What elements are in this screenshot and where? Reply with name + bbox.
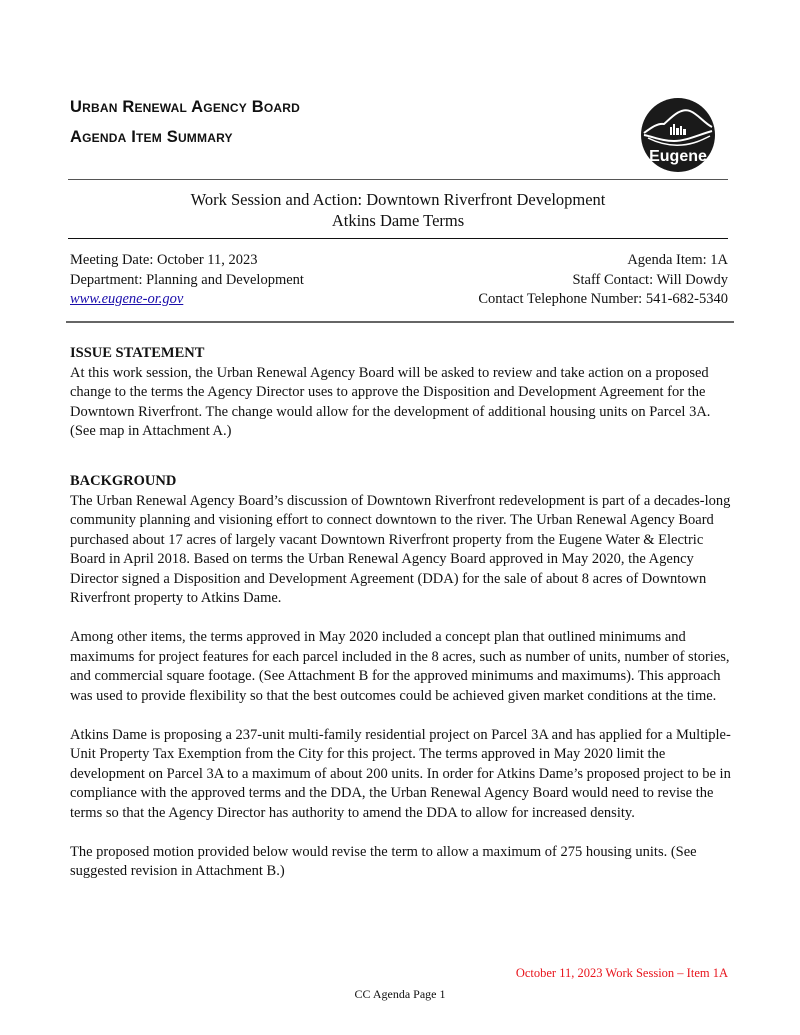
subtitle-line-1: Work Session and Action: Downtown Riverfront Development <box>190 190 606 209</box>
background-paragraph-2: Among other items, the terms approved in May 2020 included a concept plan that outlined minimums and maximums for project features for each parcel included in the 8 acres, such as number of units, number of stories, and commercial square footage. (See Attachment B for the approved minimums and maximums). This approach was used to provide flexibility so that the best outcomes could be achieved given market conditions at the time. <box>70 629 730 704</box>
meeting-meta <box>70 251 728 310</box>
website-link[interactable]: www.eugene-or.gov <box>70 291 184 307</box>
svg-text:Eugene: Eugene <box>649 148 707 165</box>
header-divider <box>68 179 728 180</box>
background-section <box>70 472 735 901</box>
meta-divider <box>66 321 734 323</box>
agenda-item: Agenda Item: 1A <box>627 252 728 268</box>
background-paragraph-3: Atkins Dame is proposing a 237-unit multi-family residential project on Parcel 3A and has applied for a Multiple-Unit Property Tax Exemption from the City for this project. The terms approved in May 2020 limit the development on Parcel 3A to a maximum of about 200 units. In order for Atkins Dame’s proposed project to be in compliance with the approved terms and the DDA, the Urban Renewal Agency Board would need to revise the terms so that the Agency Director has authority to amend the DDA to allow for increased density. <box>70 726 731 821</box>
eugene-city-logo-icon <box>640 97 716 173</box>
footer-page-number: CC Agenda Page 1 <box>354 987 446 1001</box>
staff-contact: Staff Contact: Will Dowdy <box>572 271 728 288</box>
subtitle-divider <box>68 238 728 239</box>
issue-statement-section <box>70 344 735 461</box>
agenda-subtitle <box>68 189 728 231</box>
title-line-1: Urban Renewal Agency Board <box>70 98 301 116</box>
footer-session-label: October 11, 2023 Work Session – Item 1A <box>515 966 728 980</box>
background-paragraph-1: The Urban Renewal Agency Board’s discussion of Downtown Riverfront redevelopment is part of a decades-long community planning and visioning effort to connect downtown to the river. The Urban Renewal Agency Board purchased about 17 acres of largely vacant Downtown Riverfront property from the Eugene Water & Electric Board in April 2018. Based on terms the Urban Renewal Agency Board approved in May 2020, the Agency Director signed a Disposition and Development Agreement (DDA) for the sale of about 8 acres of Downtown Riverfront property to Atkins Dame. <box>70 492 731 606</box>
issue-statement-text: At this work session, the Urban Renewal Agency Board will be asked to review and take action on a proposed change to the terms the Agency Director uses to approve the Disposition and Development Agreement for the Downtown Riverfront. The change would allow for the development of additional housing units on Parcel 3A. (See map in Attachment A.) <box>70 364 711 439</box>
document-title <box>70 92 300 152</box>
department: Department: Planning and Development <box>70 271 304 288</box>
subtitle-line-2: Atkins Dame Terms <box>331 211 465 230</box>
background-heading: BACKGROUND <box>70 473 177 489</box>
title-line-2: Agenda Item Summary <box>70 128 233 146</box>
contact-telephone: Contact Telephone Number: 541-682-5340 <box>478 291 728 307</box>
background-paragraph-4: The proposed motion provided below would revise the term to allow a maximum of 275 housing units. (See suggested revision in Attachment B.) <box>70 843 697 879</box>
meeting-date: Meeting Date: October 11, 2023 <box>70 252 258 268</box>
issue-statement-heading: ISSUE STATEMENT <box>70 345 205 361</box>
